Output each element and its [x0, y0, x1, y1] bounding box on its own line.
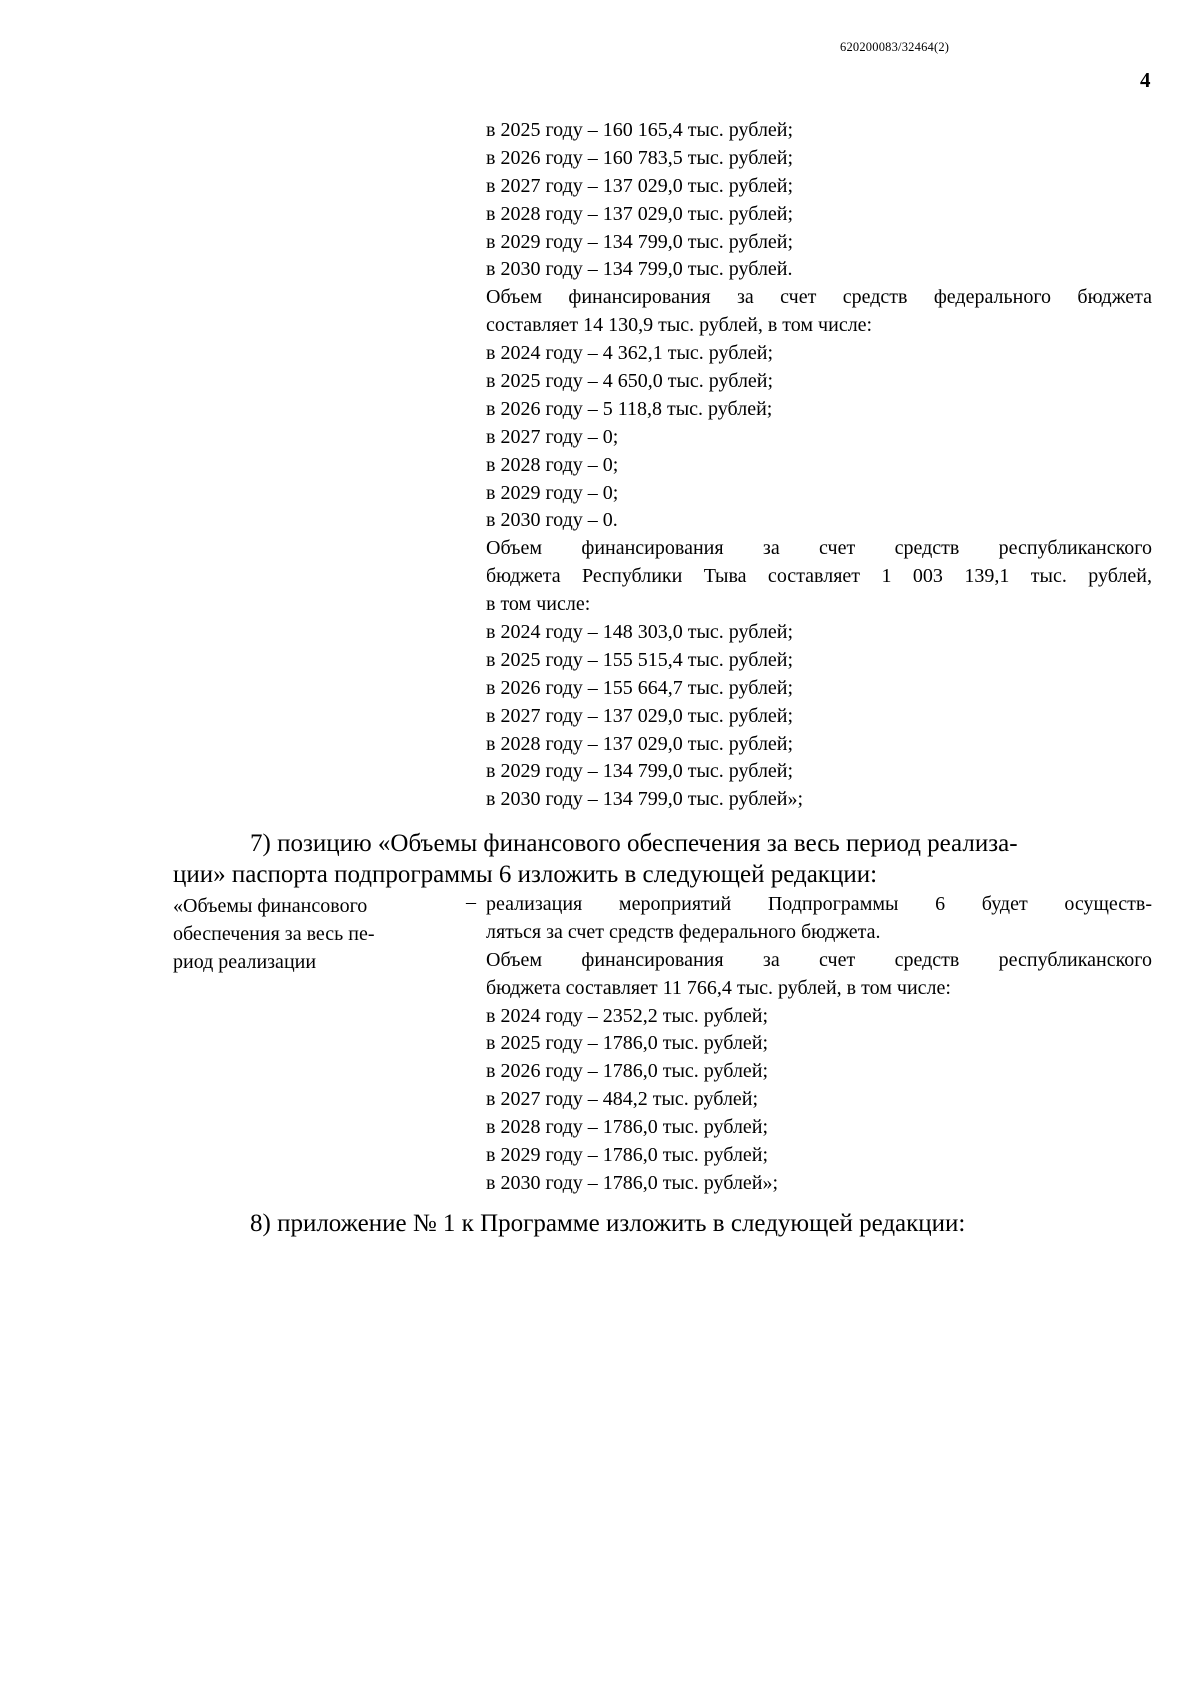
federal-intro: Объем финансирования за счет средств федерального бюджета: [486, 286, 1152, 309]
federal-intro-cont: составляет 14 130,9 тыс. рублей, в том числе:: [486, 314, 873, 337]
federal-line: в 2026 году – 5 118,8 тыс. рублей;: [486, 397, 773, 420]
republic-line: в 2024 году – 148 303,0 тыс. рублей;: [486, 621, 794, 644]
republic-line: в 2025 году – 155 515,4 тыс. рублей;: [486, 648, 794, 671]
republic-line: в 2029 году – 134 799,0 тыс. рублей;: [486, 760, 794, 783]
sub6-label-line: «Объемы финансового: [173, 895, 368, 917]
item7-line1: 7) позицию «Объемы финансового обеспечения за весь период реализа-: [250, 830, 1018, 857]
federal-line: в 2027 году – 0;: [486, 425, 619, 448]
republic-intro-end: в том числе:: [486, 593, 591, 616]
sub6-line: в 2030 году – 1786,0 тыс. рублей»;: [486, 1171, 779, 1194]
sub6-label-line: обеспечения за весь пе-: [173, 922, 375, 945]
amount-line: в 2028 году – 137 029,0 тыс. рублей;: [486, 202, 794, 225]
sub6-dash: –: [466, 891, 476, 913]
federal-line: в 2028 году – 0;: [486, 453, 619, 476]
republic-intro-cont: бюджета Республики Тыва составляет 1 003 139,1 тыс. рублей,: [486, 565, 1152, 588]
sub6-line: в 2029 году – 1786,0 тыс. рублей;: [486, 1144, 769, 1167]
amount-line: в 2026 году – 160 783,5 тыс. рублей;: [486, 146, 794, 169]
sub6-line: в 2026 году – 1786,0 тыс. рублей;: [486, 1060, 769, 1083]
amounts-continuation: [486, 117, 1152, 814]
sub6-intro-cont: бюджета составляет 11 766,4 тыс. рублей, в том числе:: [486, 976, 951, 999]
federal-line: в 2025 году – 4 650,0 тыс. рублей;: [486, 370, 774, 393]
republic-line: в 2026 году – 155 664,7 тыс. рублей;: [486, 676, 794, 699]
sub6-text-cont: ляться за счет средств федерального бюджета.: [486, 920, 881, 943]
sub6-content: [486, 891, 1152, 1198]
page-number: 4: [1140, 68, 1151, 92]
sub6-label: [173, 893, 433, 977]
amount-line: в 2029 году – 134 799,0 тыс. рублей;: [486, 230, 794, 253]
item7-line2: ции» паспорта подпрограммы 6 изложить в следующей редакции:: [173, 861, 878, 888]
item8-text: 8) приложение № 1 к Программе изложить в следующей редакции:: [250, 1210, 966, 1237]
republic-intro: Объем финансирования за счет средств республиканского: [486, 537, 1152, 560]
republic-line: в 2030 году – 134 799,0 тыс. рублей»;: [486, 788, 804, 811]
sub6-text: реализация мероприятий Подпрограммы 6 будет осуществ-: [486, 893, 1152, 915]
sub6-line: в 2027 году – 484,2 тыс. рублей;: [486, 1088, 759, 1111]
republic-line: в 2028 году – 137 029,0 тыс. рублей;: [486, 732, 794, 755]
republic-line: в 2027 году – 137 029,0 тыс. рублей;: [486, 704, 794, 727]
federal-line: в 2024 году – 4 362,1 тыс. рублей;: [486, 342, 774, 365]
sub6-intro: Объем финансирования за счет средств республиканского: [486, 948, 1152, 971]
sub6-line: в 2024 году – 2352,2 тыс. рублей;: [486, 1004, 769, 1027]
amount-line: в 2030 году – 134 799,0 тыс. рублей.: [486, 258, 793, 281]
federal-line: в 2030 году – 0.: [486, 509, 618, 532]
document-code: 620200083/32464(2): [840, 40, 950, 54]
amount-line: в 2025 году – 160 165,4 тыс. рублей;: [486, 119, 794, 141]
amount-line: в 2027 году – 137 029,0 тыс. рублей;: [486, 174, 794, 197]
federal-line: в 2029 году – 0;: [486, 481, 619, 504]
sub6-line: в 2025 году – 1786,0 тыс. рублей;: [486, 1032, 769, 1055]
sub6-line: в 2028 году – 1786,0 тыс. рублей;: [486, 1116, 769, 1139]
sub6-label-line: риод реализации: [173, 950, 317, 973]
